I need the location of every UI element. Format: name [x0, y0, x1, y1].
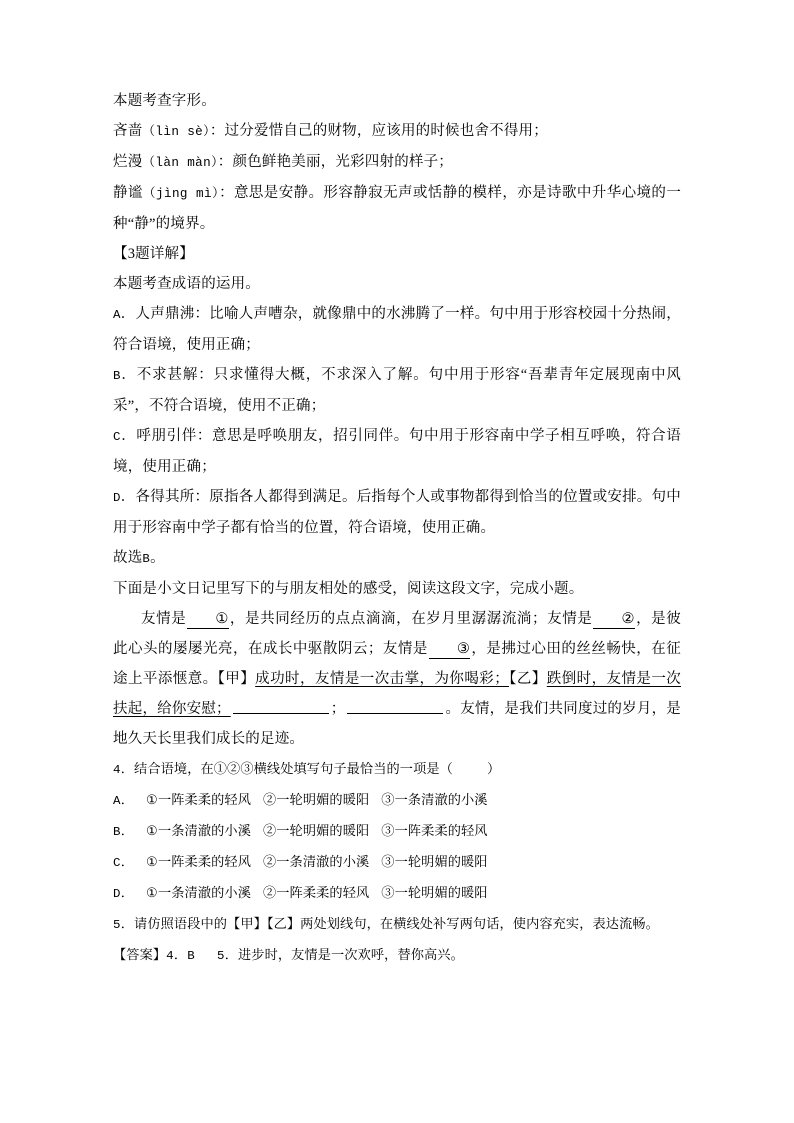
yi-underlined-sentence: 跌倒时，友情是一次扶起，给你安慰； — [113, 671, 681, 717]
answer-4-value: B — [187, 949, 195, 963]
answers-label: 【答案】 — [113, 947, 167, 962]
conclusion-suffix: 。 — [150, 550, 165, 566]
passage-blank-3: ③ — [429, 640, 470, 659]
glossary-pinyin: （jìng mì） — [142, 187, 220, 201]
option-label: C — [113, 430, 121, 444]
bracket-yi-label: 【乙】 — [508, 671, 547, 687]
answer-5-number: 5 — [216, 949, 225, 963]
option-label: C — [113, 856, 121, 870]
page-content — [113, 86, 681, 971]
glossary-separator: ： — [219, 185, 234, 201]
option-text: 呼朋引伴：意思是呼唤朋友，招引同伴。句中用于形容南中学子相互呼唤，符合语境，使用正确； — [113, 428, 682, 475]
option-marker: ． — [120, 854, 135, 869]
answer-blank-1[interactable] — [233, 698, 329, 714]
question-stem-text: 结合语境，在①②③横线处填写句子最恰当的一项是（ — [134, 761, 453, 776]
option-part-1: ①一阵柔柔的轻风 — [146, 854, 251, 869]
option-text: 各得其所：原指各人都得到满足。后指每个人或事物都得到恰当的位置或安排。句中用于形容南中学子都有恰当的位置，符合语境，使用正确。 — [113, 489, 681, 536]
glossary-word: 烂漫 — [113, 154, 143, 170]
question-stem-close: ） — [486, 761, 501, 776]
option-part-2: ②一轮明媚的暖阳 — [262, 823, 370, 838]
glossary-entry-jingmi — [113, 178, 681, 239]
question-4-option-c[interactable] — [113, 847, 681, 878]
zixing-heading: 本题考查字形。 — [113, 93, 216, 109]
passage-seg-4: ，是拂过心田的丝丝畅快，在征途上平添惬意。 — [113, 641, 681, 687]
answer-blank-2[interactable] — [347, 698, 443, 714]
passage-seg-1: 友情是 — [141, 611, 187, 627]
passage-blank-1: ① — [187, 610, 228, 629]
option-marker: ． — [120, 885, 135, 900]
question-stem-text: 请仿照语段中的【甲】【乙】两处划线句，在横线处补写两句话，使内容充实，表达流畅。 — [134, 916, 659, 931]
jia-underlined-sentence: 成功时，友情是一次击掌，为你喝彩； — [255, 671, 509, 687]
conclusion-prefix: 故选 — [113, 550, 143, 566]
option-marker: ． — [120, 489, 136, 505]
option-part-3: ③一轮明媚的暖阳 — [381, 854, 488, 869]
q3-option-b — [113, 360, 681, 421]
option-part-3: ③一阵柔柔的轻风 — [381, 823, 488, 838]
option-text: 人声鼎沸：比喻人声嘈杂，就像鼎中的水沸腾了一样。句中用于形容校园十分热闹，符合语境，使用正确； — [113, 306, 681, 353]
option-part-2: ②一条清澈的小溪 — [262, 854, 370, 869]
question-marker: ． — [120, 916, 135, 931]
glossary-word: 吝啬 — [113, 123, 143, 139]
option-label: A — [113, 308, 121, 322]
passage-tail: 友情，是我们共同度过的岁月，是地久天长里我们成长的足迹。 — [113, 701, 681, 747]
answer-4-marker: ． — [173, 947, 188, 962]
option-part-2: ②一阵柔柔的轻风 — [262, 885, 370, 900]
q3-intro: 本题考查成语的运用。 — [113, 276, 260, 292]
option-label: D — [113, 491, 121, 505]
passage-lead-in: 下面是小文日记里写下的与朋友相处的感受，阅读这段文字，完成小题。 — [113, 581, 584, 597]
q3-option-a — [113, 299, 681, 360]
bracket-jia-label: 【甲】 — [217, 671, 256, 687]
option-label: D — [113, 887, 121, 901]
glossary-definition: 意思是安静。形容静寂无声或恬静的模样，亦是诗歌中升华心境的一种“静”的境界。 — [113, 185, 682, 232]
option-part-3: ③一条清澈的小溪 — [381, 792, 488, 807]
option-text: 不求甚解：只求懂得大概，不求深入了解。句中用于形容“吾辈青年定展现南中风采”，不符合语境，使用不正确； — [113, 367, 682, 414]
passage-text — [113, 604, 681, 754]
question-4-stem — [113, 754, 681, 785]
glossary-entry-linse — [113, 116, 681, 147]
q3-option-d — [113, 482, 681, 543]
q3-conclusion — [113, 543, 681, 574]
passage-blank-2: ② — [593, 610, 634, 629]
option-part-2: ②一轮明媚的暖阳 — [262, 792, 370, 807]
q3-detail-title: 【3题详解】 — [113, 246, 194, 262]
question-5-stem — [113, 909, 681, 940]
glossary-definition: 过分爱惜自己的财物，应该用的时候也舍不得用； — [224, 123, 548, 139]
option-part-1: ①一条清澈的小溪 — [146, 823, 251, 838]
option-marker: ． — [120, 792, 135, 807]
glossary-separator: ： — [209, 123, 225, 139]
glossary-definition: 颜色鲜艳美丽，光彩四射的样子； — [232, 154, 453, 170]
question-marker: ． — [120, 761, 135, 776]
conclusion-answer: B — [142, 552, 151, 566]
answers-row — [113, 940, 681, 971]
passage-semicolon: ； — [330, 701, 346, 717]
option-marker: ． — [120, 306, 136, 322]
q3-option-c — [113, 421, 681, 482]
question-4-option-b[interactable] — [113, 816, 681, 847]
option-marker: ． — [120, 823, 135, 838]
glossary-pinyin: （lìn sè） — [142, 125, 210, 139]
option-label: B — [113, 825, 121, 839]
passage-period: 。 — [445, 701, 461, 717]
glossary-word: 静谧 — [113, 185, 143, 201]
answer-5-value: 进步时，友情是一次欢呼，替你高兴。 — [238, 947, 464, 962]
option-label: B — [113, 369, 121, 383]
passage-seg-2: ，是共同经历的点点滴滴，在岁月里潺潺流淌；友情是 — [229, 611, 593, 627]
option-marker: ． — [120, 367, 137, 383]
option-marker: ． — [120, 428, 137, 444]
question-number: 4 — [113, 763, 121, 777]
question-number: 5 — [113, 918, 121, 932]
glossary-pinyin: （làn màn） — [142, 156, 218, 170]
option-part-1: ①一阵柔柔的轻风 — [146, 792, 251, 807]
glossary-separator: ： — [217, 154, 233, 170]
answer-4-number: 4 — [166, 949, 174, 963]
option-label: A — [113, 794, 121, 808]
question-4-option-a[interactable] — [113, 785, 681, 816]
passage-seg-3: ，是彼此心头的屡屡光亮，在成长中驱散阴云；友情是 — [113, 611, 681, 657]
option-part-1: ①一条清澈的小溪 — [146, 885, 251, 900]
question-4-option-d[interactable] — [113, 878, 681, 909]
answer-5-marker: ． — [224, 947, 238, 962]
glossary-entry-lanman — [113, 147, 681, 178]
option-part-3: ③一轮明媚的暖阳 — [381, 885, 488, 900]
